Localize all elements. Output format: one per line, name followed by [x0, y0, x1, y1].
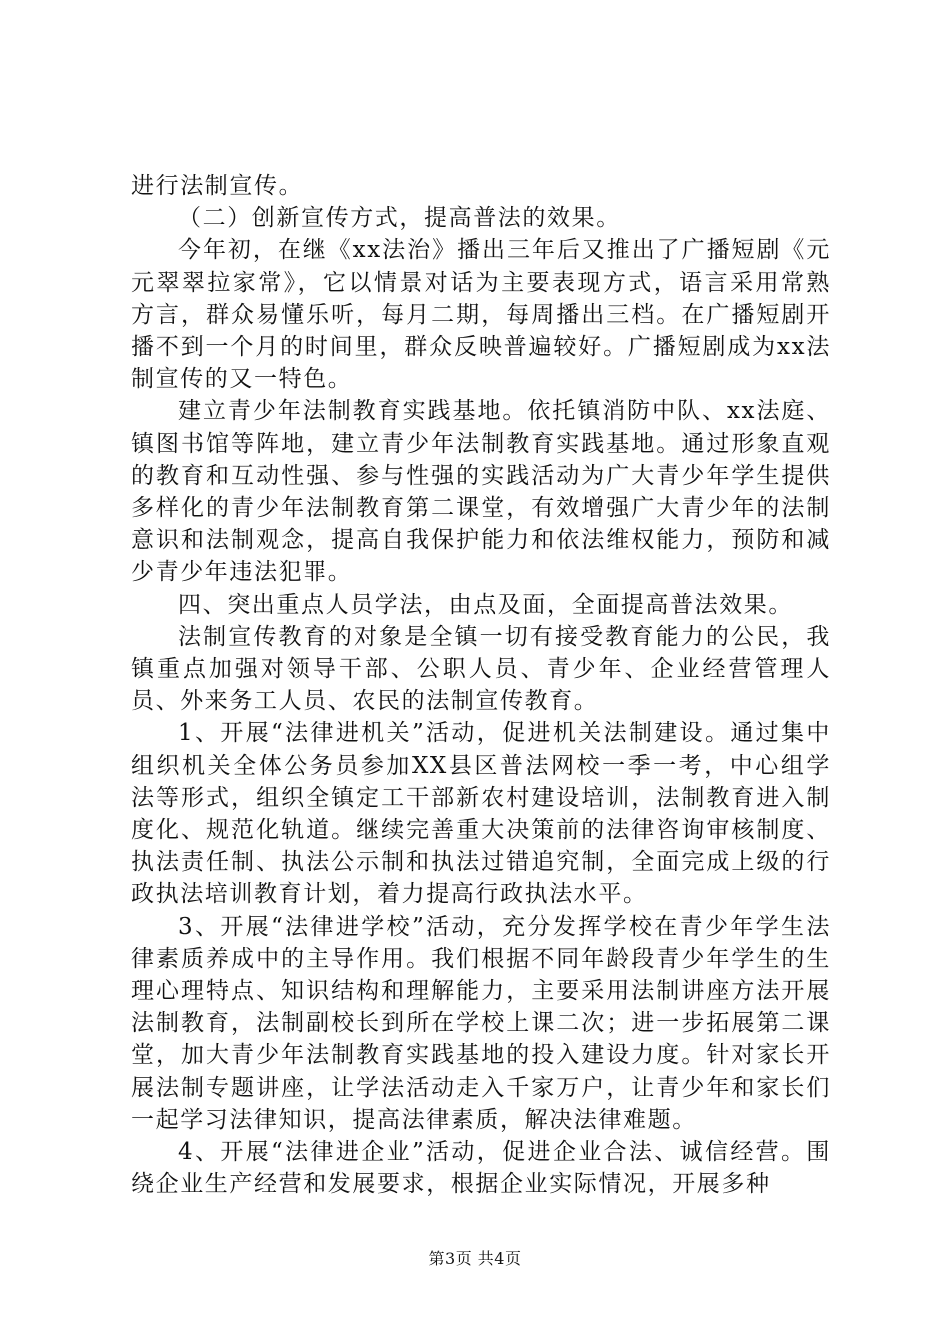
paragraph-radio-drama: 今年初，在继《xx法治》播出三年后又推出了广播短剧《元元翠翠拉家常》，它以情景对话为主要表现方式，语言采用常熟方言，群众易懂乐听，每月二期，每周播出三档。在广播短剧开播不到一个月的时间里，群众反映普遍较好。广播短剧成为xx法制宣传的又一特色。	[131, 237, 831, 393]
paragraph-subheading-2: （二）创新宣传方式，提高普法的效果。	[178, 205, 621, 232]
paragraph-youth-base: 建立青少年法制教育实践基地。依托镇消防中队、xx法庭、镇图书馆等阵地，建立青少年法制教育实践基地。通过形象直观的教育和互动性强、参与性强的实践活动为广大青少年学生提供多样化的青少年法制教育第二课堂，有效增强广大青少年的法制意识和法制观念，提高自我保护能力和依法维权能力，预防和减少青少年违法犯罪。	[131, 398, 831, 586]
document-body	[131, 170, 831, 1201]
paragraph-law-into-enterprises: 4、开展“法律进企业”活动，促进企业合法、诚信经营。围绕企业生产经营和发展要求，根据企业实际情况，开展多种	[131, 1139, 831, 1198]
paragraph-law-into-schools: 3、开展“法律进学校”活动，充分发挥学校在青少年学生法律素质养成中的主导作用。我们根据不同年龄段青少年学生的生理心理特点、知识结构和理解能力，主要采用法制讲座方法开展法制教育，法制副校长到所在学校上课二次；进一步拓展第二课堂，加大青少年法制教育实践基地的投入建设力度。针对家长开展法制专题讲座，让学法活动走入千家万户，让青少年和家长们一起学习法律知识，提高法律素质，解决法律难题。	[131, 913, 831, 1133]
page-footer: 第3页 共4页	[428, 1249, 522, 1268]
paragraph-continuation: 进行法制宣传。	[131, 173, 304, 199]
paragraph-section-4-heading: 四、突出重点人员学法，由点及面，全面提高普法效果。	[178, 591, 793, 618]
paragraph-education-targets: 法制宣传教育的对象是全镇一切有接受教育能力的公民，我镇重点加强对领导干部、公职人员、青少年、企业经营管理人员、外来务工人员、农民的法制宣传教育。	[131, 623, 831, 715]
paragraph-law-into-agencies: 1、开展“法律进机关”活动，促进机关法制建设。通过集中组织机关全体公务员参加XX县区普法网校一季一考，中心组学法等形式，组织全镇定工干部新农村建设培训，法制教育进入制度化、规范化轨道。继续完善重大决策前的法律咨询审核制度、执法责任制、执法公示制和执法过错追究制，全面完成上级的行政执法培训教育计划，着力提高行政执法水平。	[131, 720, 831, 908]
